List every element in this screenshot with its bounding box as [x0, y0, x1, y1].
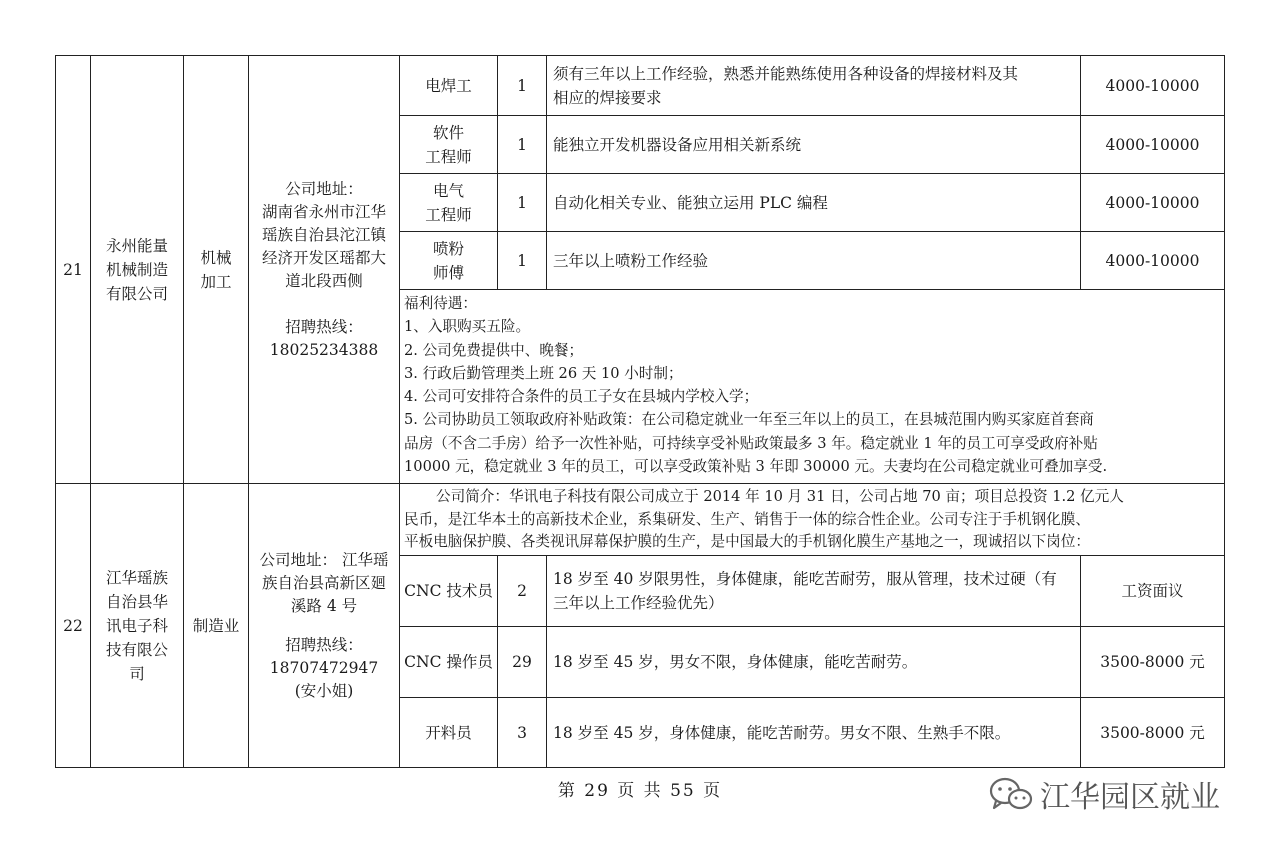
job-count: 1	[517, 76, 527, 95]
job-requirement	[547, 56, 1080, 115]
company-name-line: 自治县华	[105, 592, 168, 611]
job-title: 电焊工	[425, 76, 472, 95]
company-name-line: 江华瑶族	[105, 568, 168, 587]
industry-line: 加工	[200, 272, 232, 291]
job-title-line: 软件	[432, 123, 464, 142]
industry: 制造业	[192, 616, 240, 635]
address-line: 溪路 4 号	[290, 596, 358, 615]
address-line: 族自治县高新区廻	[261, 573, 386, 592]
intro-line: 平板电脑保护膜、各类视讯屏幕保护膜的生产，是中国最大的手机钢化膜生产基地之一，现诚招以下岗位：	[404, 533, 1090, 550]
requirement-line: 相应的焊接要求	[553, 88, 662, 107]
job-salary: 3500-8000 元	[1100, 653, 1205, 671]
industry-line: 机械	[200, 248, 232, 267]
job-salary: 工资面议	[1121, 582, 1184, 600]
job-title-line: 工程师	[425, 147, 472, 166]
benefit-item: 品房（不含二手房）给予一次性补贴，可持续享受补贴政策最多 3 年。稳定就业 1 年的员工可享受政府补贴	[404, 434, 1098, 452]
job-count: 3	[517, 723, 527, 742]
job-salary: 4000-10000	[1105, 251, 1200, 270]
hotline-label: 招聘热线：	[285, 317, 363, 336]
contact-info	[249, 56, 399, 483]
job-count: 1	[517, 193, 527, 212]
job-salary: 4000-10000	[1105, 193, 1200, 212]
benefit-item: 10000 元，稳定就业 3 年的员工，可以享受政策补贴 3 年即 30000 元。夫妻均在公司稳定就业可叠加享受.	[404, 458, 1108, 476]
company-name-line: 技有限公	[105, 640, 168, 659]
contact-person: (安小姐)	[294, 681, 354, 700]
requirement-line: 18 岁至 40 岁限男性，身体健康，能吃苦耐劳，服从管理，技术过硬（有	[553, 570, 1057, 588]
benefits-block	[404, 292, 1222, 478]
job-title-line: 师傅	[432, 263, 464, 282]
page-number: 第 29 页 共 55 页	[557, 781, 723, 801]
contact-info	[249, 484, 399, 767]
watermark	[988, 772, 1220, 816]
intro-line: 民币，是江华本土的高新技术企业，系集研发、生产、销售于一体的综合性企业。公司专注于手机钢化膜、	[404, 510, 1090, 528]
company-name-line: 机械制造	[105, 260, 168, 279]
benefit-item: 4. 公司可安排符合条件的员工子女在县城内学校入学；	[404, 388, 759, 406]
job-title	[400, 174, 497, 231]
industry	[184, 56, 248, 483]
job-requirement: 18 岁至 45 岁，男女不限，身体健康，能吃苦耐劳。	[553, 653, 918, 671]
requirement-line: 三年以上工作经验优先）	[553, 594, 724, 612]
job-divider	[399, 289, 1225, 290]
address-line: 道北段西侧	[285, 271, 363, 290]
table-border-right	[1224, 55, 1225, 768]
company-name-line: 有限公司	[105, 284, 168, 303]
benefit-item: 2. 公司免费提供中、晚餐；	[404, 341, 584, 359]
job-title-line: 电气	[432, 181, 464, 200]
address-label: 公司地址：	[285, 179, 363, 198]
company-name-line: 永州能量	[105, 236, 168, 255]
company-name-line: 讯电子科	[105, 616, 168, 635]
company-name	[91, 484, 183, 767]
row-number: 22	[63, 616, 83, 635]
job-requirement	[547, 556, 1080, 626]
job-title: CNC 操作员	[404, 653, 493, 671]
address-line: 瑶族自治县沱江镇	[261, 225, 386, 244]
job-title-line: 喷粉	[432, 239, 464, 258]
job-title-line: 工程师	[425, 205, 472, 224]
job-title: 开料员	[425, 723, 472, 742]
job-count: 1	[517, 251, 527, 270]
wechat-icon	[988, 775, 1034, 813]
address-line: 经济开发区瑶都大	[261, 248, 386, 267]
company-name	[91, 56, 183, 483]
hotline-number: 18707472947	[269, 658, 379, 677]
job-salary: 4000-10000	[1105, 135, 1200, 154]
job-requirement: 自动化相关专业、能独立运用 PLC 编程	[553, 193, 828, 212]
job-count: 29	[512, 653, 532, 671]
company-name-line: 司	[129, 664, 145, 683]
watermark-text: 江华园区就业	[1040, 780, 1220, 815]
job-count: 2	[517, 582, 527, 600]
company-intro	[404, 486, 1222, 554]
benefit-item: 1、入职购买五险。	[404, 318, 531, 336]
job-title	[400, 116, 497, 173]
job-requirement: 18 岁至 45 岁，身体健康，能吃苦耐劳。男女不限、生熟手不限。	[553, 723, 1011, 742]
benefit-item: 3. 行政后勤管理类上班 26 天 10 小时制；	[404, 364, 683, 382]
row-number: 21	[63, 260, 83, 279]
job-count: 1	[517, 135, 527, 154]
benefits-title: 福利待遇：	[404, 295, 477, 312]
job-requirement: 三年以上喷粉工作经验	[553, 251, 709, 270]
table-border-bottom	[55, 767, 1225, 768]
hotline-number: 18025234388	[269, 340, 379, 359]
job-salary: 4000-10000	[1105, 76, 1200, 95]
job-title: CNC 技术员	[404, 582, 493, 600]
benefit-item: 5. 公司协助员工领取政府补贴政策：在公司稳定就业一年至三年以上的员工，在县城范围内购买家庭首套商	[404, 411, 1094, 429]
job-salary: 3500-8000 元	[1100, 723, 1205, 742]
address-line: 湖南省永州市江华	[261, 202, 386, 221]
job-requirement: 能独立开发机器设备应用相关新系统	[553, 135, 802, 154]
job-title	[400, 232, 497, 289]
hotline-label: 招聘热线：	[285, 635, 363, 654]
intro-line: 公司简介：华讯电子科技有限公司成立于 2014 年 10 月 31 日，公司占地 70 亩；项目总投资 1.2 亿元人	[436, 488, 1124, 505]
requirement-line: 须有三年以上工作经验，熟悉并能熟练使用各种设备的焊接材料及其	[553, 64, 1019, 83]
address-line: 公司地址： 江华瑶	[259, 550, 389, 569]
